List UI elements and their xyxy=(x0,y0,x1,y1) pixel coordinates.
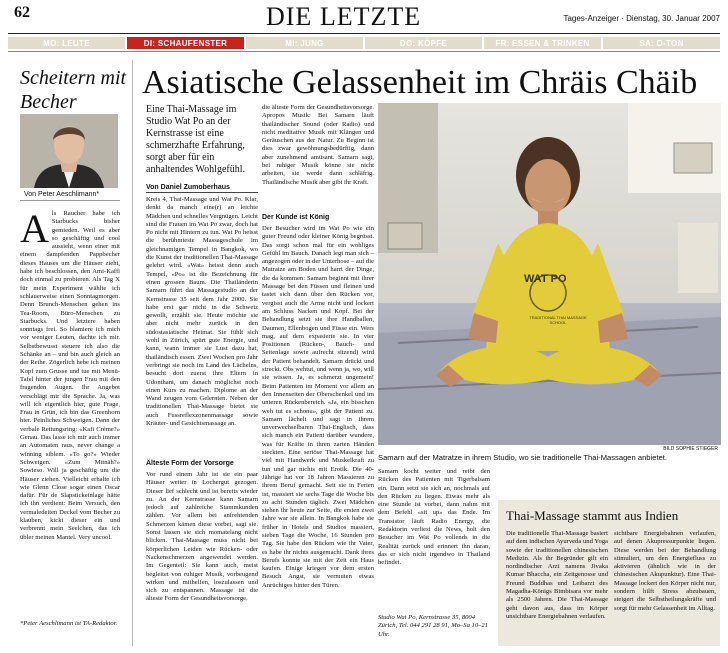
column-rule xyxy=(20,200,120,201)
column-text: ls Raucher habe ich Starbucks bisher gemieden. Weil es aber so geschäftig und cool aussieht, wenn einer mit einem dampfenden Pappbecher dieses Hauses um die Häuser zieht, habe ich beschlossen, den Ami-Kaffi doch einmal zu probieren. Als Tag X für mein Experiment wählte ich schlauerweise einen Sonntagmorgen. Denn Brunch-Menschen gehen ins Tea-Room, Büro-Menschen zu Starbucks. Und letztere haben sonntags frei. So blamiere ich mich vor weniger Leuten, dachte ich mir. Selbstbewusst steuere ich also die Schänke an – und bin auch gleich an der Reihe. Zögerlich hebe ich meinen Kopf zum Grusse und tue mit Menü-Tafel hinter der jungen Frau mit den fragenden Augen. Ihr Angebot verschlägt mir die Sprache. Ja, was will ich eigentlich hier, gute Frage, Frau in Grün, ich bin das Greenhorn hier. Peinliches Schweigen. Dann der verbale Rettungsring: «Kafi Crème?» Genau. Das lasse ich mir auch immer an Automaten raus, never change a winning siblem. «To go?» Wieder Schweigen. «Zum Mitnäh?» Sowieso. Will ja geschäftig um die Häuser ziehen. Vielleicht erhalte ich wie Glenn Close sogar einen Oscar dafür. Für de Slapstickeinlage hätte ich ihn verdient: Beim Versuch, den vermaledeiten Deckel vom Becher zu klauben, kickt dieser ein und verbrennt mein Seelchen, das ich übler meinen Mantel. Very uncool. xyxy=(20,210,120,541)
column-title: Scheitern mit Becher xyxy=(20,67,127,113)
article-col-3-cont: Der Besucher wird im Wat Po wie ein guter Freund oder kleiner König begrüsst. Das sorgt schon mal für ein wohliges Gefühl im Bauch. Danach legt man sich – angezogen oder in der Unterhose – auf die Matratze am Boden und harrt der Dinge, die da kommen: Samarn beginnt mit ihrer Massage bei den Füssen und fleinen und tastet sich dann über den Rücken vor, vergisst auch die Arme nicht und lockert am Schluss Nacken und Kopf. Bei der Behandlung setzt sie ihre Handballen, Daumen, Ellenbogen und Füsse ein. Wers mag, auf dem expasierte sie. In vier Positionen (Rücken-, Bauch- und Seitenlage sowie aufrecht sitzend) wird der Patient behandelt. Samarn drückt und streckt. Obs wehtut, und wenn ja, wo, will sie wissen. Ja, es schmerzt ungemein! Beim Patienten im Moment vor allem an den Innenseiten der Oberschenkel und im unteren Rückenbereich. «Ja, ein bisschen weh tut es schonu», gibt der Patient zu. Samarn lächelt und sagt in ihrem unverwechselbaren Thai-Englisch, dass sich manch ein Patient darüber wundere, was für Kräfte in ihren zarten Händen steckten. Eine seriöse Thai-Massage hat viel mit Handwerk und Muskelkraft zu tun und gar nichts mit Erotik. Die 40-Jährige hat vor 18 Jahren Massieren zu ihrem Beruf gemacht. Seit sie in Ferien ist, massiert sie sechs Tage die Woche bis zu acht Stunden täglich. Zwei Mädchen stehen ihr heute zur Seite, die ersten zwei Jahre war sie allein. In Bangkok habe sie früher in Hotels und Studios massiert, sieben Tage die Woche, 16 Stunden pro Tag. Sie habe den Rücken wie ihr Vater, es habe ihr nichts ausgemacht. Dank ihres Berufs konnte sie mit der Zeit ein Haus kaufen. Einige kriegen vor dem ersten Besuch Angst, sie vermuten etwas Anrüchiges hinter den Türen. xyxy=(262,225,374,589)
info-box-text-right: sichtbare Energiebahnen verlaufen, auf denen Akupressurpunkte liegen. Diese werden bei der Behandlung stimuliert, um den Energiefluss zu aktivieren (ähnlich wie in der chinesischen Akupunktur). Eine Thai-Massage lockert den Körper nicht nur, sondern hilft Stress abzubauen, steigert die Selbstheilungskräfte und sorgt für mehr Gelassenheit im Alltag. xyxy=(614,530,716,612)
info-box-text-left: Die traditionelle Thai-Massage basiert auf dem indischen Ayurveda und Yoga sowie der traditionellen chinesischen Medizin. Als ihr Begründer gilt ein nordindischer Arzt namens Jivaka Kumar Bhaccha, ein Zeitgenosse und Freund Buddhas und Leibarzt des Magadha-Königs Bimbisara vor mehr als 2500 Jahren. Die Thai-Massage geht davon aus, dass im Körper unsichtbare Energiebahnen verlaufen. xyxy=(506,530,608,620)
nav-item-di[interactable]: DI: SCHAUFENSTER xyxy=(127,37,244,49)
nav-rule xyxy=(8,51,720,52)
article-lead: Eine Thai-Massage im Studio Wat Po an der Kernstrasse ist eine schmerzhafte Erfahrung, sorgt aber für ein anhaltendes Wohlgefühl. xyxy=(146,104,245,175)
nav-item-fr[interactable]: FR: ESSEN & TRINKEN xyxy=(484,37,601,49)
shirt-text-bottom: TRADITIONAL THAI MASSAGE SCHOOL xyxy=(529,315,587,325)
nav-item-mo[interactable]: MO: LEUTE xyxy=(8,37,125,49)
studio-address: Studio Wat Po, Kernstrasse 35, 8004 Zürich, Tel. 044 291 28 91, Mo–Sa 10–21 Uhr. xyxy=(378,614,489,638)
subheading-vorsorge: Älteste Form der Vorsorge xyxy=(146,460,234,467)
info-box-title: Thai-Massage stammt aus Indien xyxy=(506,508,679,523)
subheading-koenig: Der Kunde ist König xyxy=(262,214,330,221)
header-rule xyxy=(8,33,720,34)
column-body xyxy=(20,210,120,622)
photo-caption: Samarn auf der Matratze in ihrem Studio, wo sie traditionelle Thai-Massagen anbietet. xyxy=(378,453,667,462)
article-col-2-cont: Vor rund einem Jahr ist sie ein paar Häuser weiter in Lochergut gezogen. Dieser lief schlecht und ist bereits wieder zu. An der Kernstrasse kann Samarn jedoch auf zahlreiche Stammkunden zählen. Vor allem bei anfrehtenden Schmerzen kämen diese vorbei, sagt sie. Sonst lassen sie sich momatelang nicht blicken. Thai-Massage muss nicht bei körperlichen Leiden wie Rücken- oder Nackenschmerzen angewendet werden. Im Gegenteil: Sie kann auch, meist begleitet von ruhiger Musik, vorbeugend wirken und mithelfen, loszulassen und sich zu entspannen. Massage ist die älteste Form der Gesundheitsvorsorge. xyxy=(146,471,258,603)
column-author: Von Peter Aeschlimann* xyxy=(24,191,100,198)
article-headline: Asiatische Gelassenheit im Chräis Chäib xyxy=(142,64,698,101)
shirt-text-top: WAT PO xyxy=(524,273,567,285)
column-divider xyxy=(132,60,133,646)
nav-item-do[interactable]: DO: KÖPFE xyxy=(365,37,482,49)
photo-credit: BILD SOPHIE STIEGER xyxy=(663,446,718,452)
portrait-illustration xyxy=(20,114,118,188)
article-col-4: Samarn kocht weiter und reibt den Rücken des Patienten mit Tigerbalsam ein. Dann setzt sie sich an, nochmals auf den Rücken zu liegen. Etwas mehr als eine Stunde ist vorbei, dann nahm mit dem Befehl «sit up» das Ende. Im Transistor läuft Radio Energy, die Redaktorin verliest die News, holt den Besucher im Wat Po vollends in die Realität zurück und erinnert ihn daran, das er sich nicht irgendwo in Thailand befindet. xyxy=(378,468,490,567)
article-col-3: die älteste Form der Gesundheitsvorsorge. Apropos Musik: Bei Samarn läuft thailändischer Sound (oder Radio) und nicht meditative Musik mit Klängen und Geräuschen aus der Natur. Zu Beginn ist dies zwar gewöhnungsbedürftig, dann aber zunehmend amüsant. Samarn sagt, bei ruhiger Musik könne sie nicht arbeiten, sie werde dann schläfrig. Thailändische Musik aber gibt ihr Kraft. xyxy=(262,104,374,186)
article-photo xyxy=(378,103,721,445)
section-title: DIE LETZTE xyxy=(266,2,422,31)
article-byline: Von Daniel Zumoberhaus xyxy=(146,184,230,191)
byline-rule xyxy=(146,192,258,193)
nav-item-sa[interactable]: SA: O-TON xyxy=(603,37,720,49)
article-col-2: Kreis 4, Thai-Massage und Wat Po. Klar, denkt da manch eine(r) an leichte Mädchen und schnelles Vergnügen. Leicht sind die Frauen im Wat Po zwar, doch hat Po nicht mit Hintern zu tun. Wat Po heisst die berühmteste Massageschule im gleichnamigen Tempel in Bangkok, wo die Kunst der traditionellen Thai-Massage gelehrt wird. «Wat» heisst denn auch Tempel, «Po» ist die Bezeichnung für einen grossen Baum. Die Thailänderin Samarn führt das Massagestudio an der Kernstrasse 35 seit dem Jahr 2000. Sie habe erst gar nicht in die Schweiz gewollt, erzählt sie. Heute möchte sie aber nicht mehr zurück in den südostasiatische Heimat. Sie fühlt sich wohl in Zürich, spürt gute Energie, und kann, wann immer sie Lust dazu hat, thailändisch essen. Zwei Wochen pro Jahr verbringt sie noch im Land des Lächelns, besucht dort zuerst ihre Eltern in Udonthani, um danach möglichst noch einen Kurs zu machen. Diplome an der Wand zeugen vom Gelernten. Neben der traditionellen Thai-Massage bietet sie auch Fussreflexzonenmassage sowie Kräuter- und Gesichtsmassage an. xyxy=(146,196,258,428)
paper-meta: Tages-Anzeiger · Dienstag, 30. Januar 2007 xyxy=(563,14,720,23)
page-number: 62 xyxy=(14,4,30,21)
weekday-nav xyxy=(8,37,720,49)
author-portrait xyxy=(20,114,118,188)
nav-item-mi[interactable]: MI: JUNG xyxy=(246,37,363,49)
column-dropcap: A xyxy=(20,210,49,251)
column-footnote: *Peter Aeschlimann ist TA-Redaktor. xyxy=(20,620,118,627)
